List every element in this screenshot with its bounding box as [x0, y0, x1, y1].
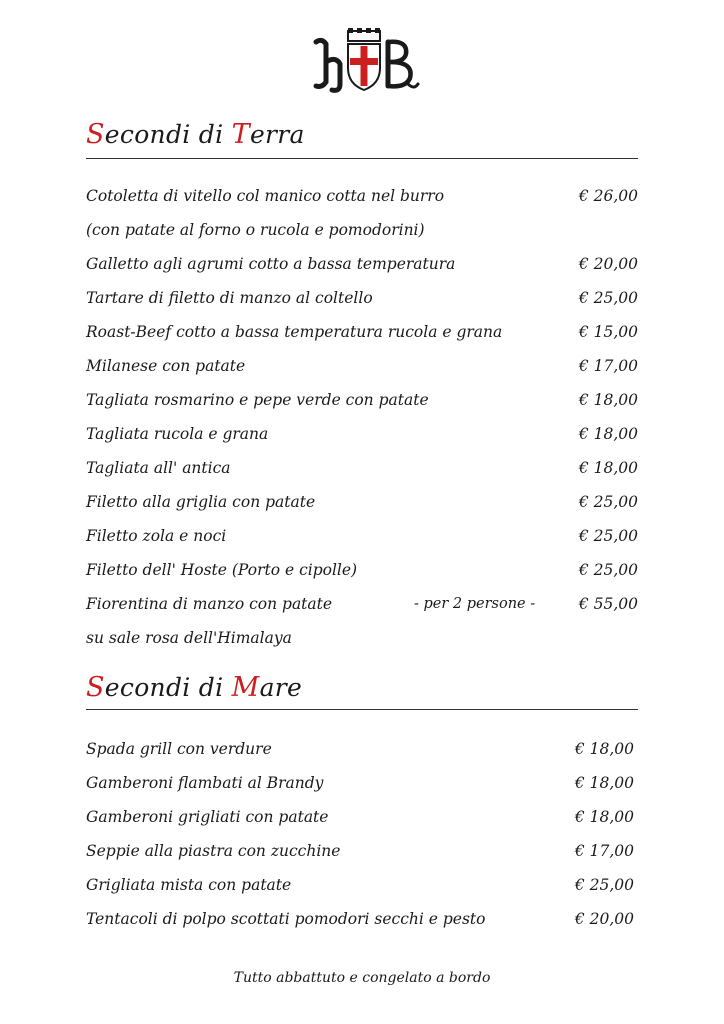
- item-name: Cotoletta di vitello col manico cotta nel burro: [86, 187, 445, 205]
- menu-item: [86, 181, 638, 211]
- title-text: econdi di: [104, 120, 232, 149]
- menu-item: [86, 385, 638, 415]
- item-price: € 25,00: [578, 561, 638, 579]
- menu-item: [86, 904, 634, 934]
- item-name: Grigliata mista con patate: [86, 876, 292, 894]
- item-price: € 25,00: [574, 876, 634, 894]
- item-serving-note: - per 2 persone -: [414, 596, 536, 612]
- item-price: € 18,00: [578, 391, 638, 409]
- menu-item: [86, 734, 634, 764]
- item-name: Tagliata rucola e grana: [86, 425, 269, 443]
- item-name: Filetto alla griglia con patate: [86, 493, 316, 511]
- item-price: € 26,00: [578, 187, 638, 205]
- menu-item: [86, 317, 638, 347]
- item-price: € 20,00: [574, 910, 634, 928]
- menu-item: [86, 453, 638, 483]
- item-name: (con patate al forno o rucola e pomodorini): [86, 221, 425, 239]
- item-name: Seppie alla piastra con zucchine: [86, 842, 341, 860]
- title-initial: S: [86, 672, 105, 703]
- menu-item: [86, 521, 638, 551]
- title-initial: M: [231, 672, 260, 703]
- item-name: Tentacoli di polpo scottati pomodori secchi e pesto: [86, 910, 486, 928]
- item-name: Gamberoni grigliati con patate: [86, 808, 329, 826]
- title-text: erra: [249, 120, 305, 149]
- item-name: Tagliata rosmarino e pepe verde con patate: [86, 391, 429, 409]
- item-name: Tagliata all' antica: [86, 459, 231, 477]
- title-text: econdi di: [104, 673, 232, 702]
- menu-item-note: [86, 215, 638, 245]
- menu-item: [86, 351, 638, 381]
- item-price: € 20,00: [578, 255, 638, 273]
- section-title-terra: [86, 120, 305, 150]
- menu-item: [86, 802, 634, 832]
- item-name: Tartare di filetto di manzo al coltello: [86, 289, 373, 307]
- item-price: € 25,00: [578, 527, 638, 545]
- menu-item: [86, 555, 638, 585]
- item-price: € 18,00: [574, 740, 634, 758]
- title-text: are: [259, 673, 303, 702]
- menu-item: [86, 589, 638, 619]
- item-name: Milanese con patate: [86, 357, 246, 375]
- hb-logo: [308, 28, 420, 96]
- menu-item: [86, 768, 634, 798]
- item-name: Galletto agli agrumi cotto a bassa temperatura: [86, 255, 456, 273]
- item-name: Fiorentina di manzo con patate: [86, 595, 333, 613]
- item-price: € 18,00: [578, 425, 638, 443]
- hb-crest-icon: [308, 28, 420, 96]
- section-divider: [86, 709, 638, 710]
- menu-item: [86, 249, 638, 279]
- item-name: Gamberoni flambati al Brandy: [86, 774, 324, 792]
- menu-item: [86, 283, 638, 313]
- item-price: € 18,00: [574, 808, 634, 826]
- section-title-mare: [86, 673, 302, 703]
- item-name: Filetto zola e noci: [86, 527, 227, 545]
- item-name: Spada grill con verdure: [86, 740, 272, 758]
- menu-item: [86, 487, 638, 517]
- item-name: Roast-Beef cotto a bassa temperatura rucola e grana: [86, 323, 503, 341]
- item-price: € 17,00: [578, 357, 638, 375]
- item-price: € 18,00: [578, 459, 638, 477]
- menu-item: [86, 836, 634, 866]
- item-price: € 15,00: [578, 323, 638, 341]
- item-name: Filetto dell' Hoste (Porto e cipolle): [86, 561, 358, 579]
- item-name: su sale rosa dell'Himalaya: [86, 629, 292, 647]
- menu-item: [86, 870, 634, 900]
- item-price: € 55,00: [578, 595, 638, 613]
- menu-item-note: [86, 623, 638, 653]
- title-initial: T: [231, 119, 250, 150]
- item-price: € 18,00: [574, 774, 634, 792]
- menu-item: [86, 419, 638, 449]
- item-price: € 25,00: [578, 289, 638, 307]
- item-price: € 17,00: [574, 842, 634, 860]
- section-divider: [86, 158, 638, 159]
- item-price: € 25,00: [578, 493, 638, 511]
- title-initial: S: [86, 119, 105, 150]
- footer-note: Tutto abbattuto e congelato a bordo: [233, 970, 491, 986]
